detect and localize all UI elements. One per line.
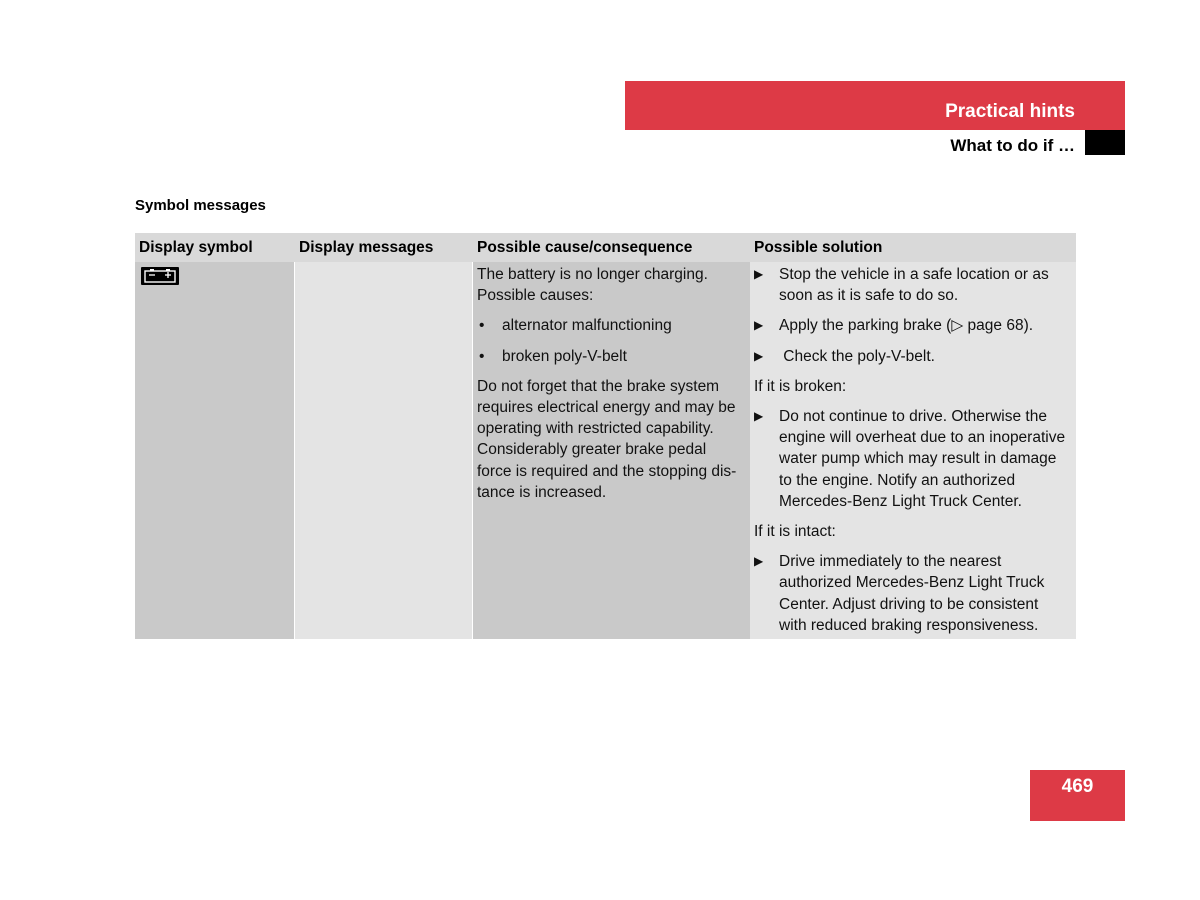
solution-step-5-line: Center. Adjust driving to be consistent [779,595,1039,613]
column-header-display-messages: Display messages [299,239,434,256]
cause-note-line: force is required and the stopping dis- [477,462,737,480]
arrow-icon: ▶ [754,267,764,281]
arrow-icon: ▶ [754,554,764,569]
solution-step-5-line: Drive immediately to the nearest [779,553,1002,571]
solution-step-4-line: to the engine. Notify an authorized [779,471,1016,489]
cause-note-line: Considerably greater brake pedal [477,441,707,459]
symbol-messages-table [135,233,1076,639]
cause-note-line: Do not forget that the brake system [477,377,720,395]
solution-step-4-line: engine will overheat due to an inoperative [779,429,1066,447]
bullet-icon: • [479,317,485,335]
solution-step-4-line: Do not continue to drive. Otherwise the [779,408,1047,426]
column-header-cause: Possible cause/consequence [477,239,693,256]
bullet-icon: • [479,347,485,365]
cause-note-line: requires electrical energy and may be [477,399,736,417]
solution-step-2: Apply the parking brake (▷ page 68). [779,317,1034,335]
column-header-solution: Possible solution [754,239,883,256]
column-header-display-symbol: Display symbol [139,239,253,256]
cause-note [477,376,747,503]
condition-intact: If it is intact: [754,523,836,541]
list-item [477,315,747,336]
solution-step-3: Check the poly-V-belt. [779,347,935,365]
list-item [754,406,1074,512]
solution-step-1-line: soon as it is safe to do so. [779,287,959,305]
cause-note-line: operating with restricted capability. [477,420,714,438]
solution-step-4-line: Mercedes-Benz Light Truck Center. [779,492,1022,510]
cause-bullet-2: broken poly-V-belt [502,347,627,365]
page-heading: Symbol messages [135,197,266,214]
condition-broken: If it is broken: [754,377,847,395]
arrow-icon: ▶ [754,348,764,363]
cause-intro-line-1: The battery is no longer charging. [477,266,708,283]
cell-solution [750,262,1076,639]
table-header-row [135,233,1076,262]
page-number: 469 [1061,776,1094,797]
list-item [754,315,1074,336]
battery-icon [141,267,179,285]
solution-step-1-line: Stop the vehicle in a safe location or as [779,266,1049,283]
solution-step-4-line: water pump which may result in damage [779,450,1057,468]
cell-cause [473,262,750,639]
page-number-box [1030,770,1125,821]
cell-display-symbol [135,262,294,639]
list-item [754,346,1074,367]
header-tab-marker [1085,130,1125,155]
arrow-icon: ▶ [754,409,764,424]
cause-note-line: tance is increased. [477,483,607,501]
list-item [754,551,1074,636]
arrow-icon: ▶ [754,318,764,333]
cell-display-message [295,262,472,639]
cause-intro-line-2: Possible causes: [477,287,594,305]
list-item [477,346,747,367]
cause-bullet-1: alternator malfunctioning [502,317,672,335]
list-item [754,264,1074,306]
subsection-title: What to do if … [950,136,1075,155]
section-title: Practical hints [945,101,1075,122]
solution-step-5-line: authorized Mercedes-Benz Light Truck [779,574,1045,592]
solution-step-5-line: with reduced braking responsiveness. [779,616,1039,634]
